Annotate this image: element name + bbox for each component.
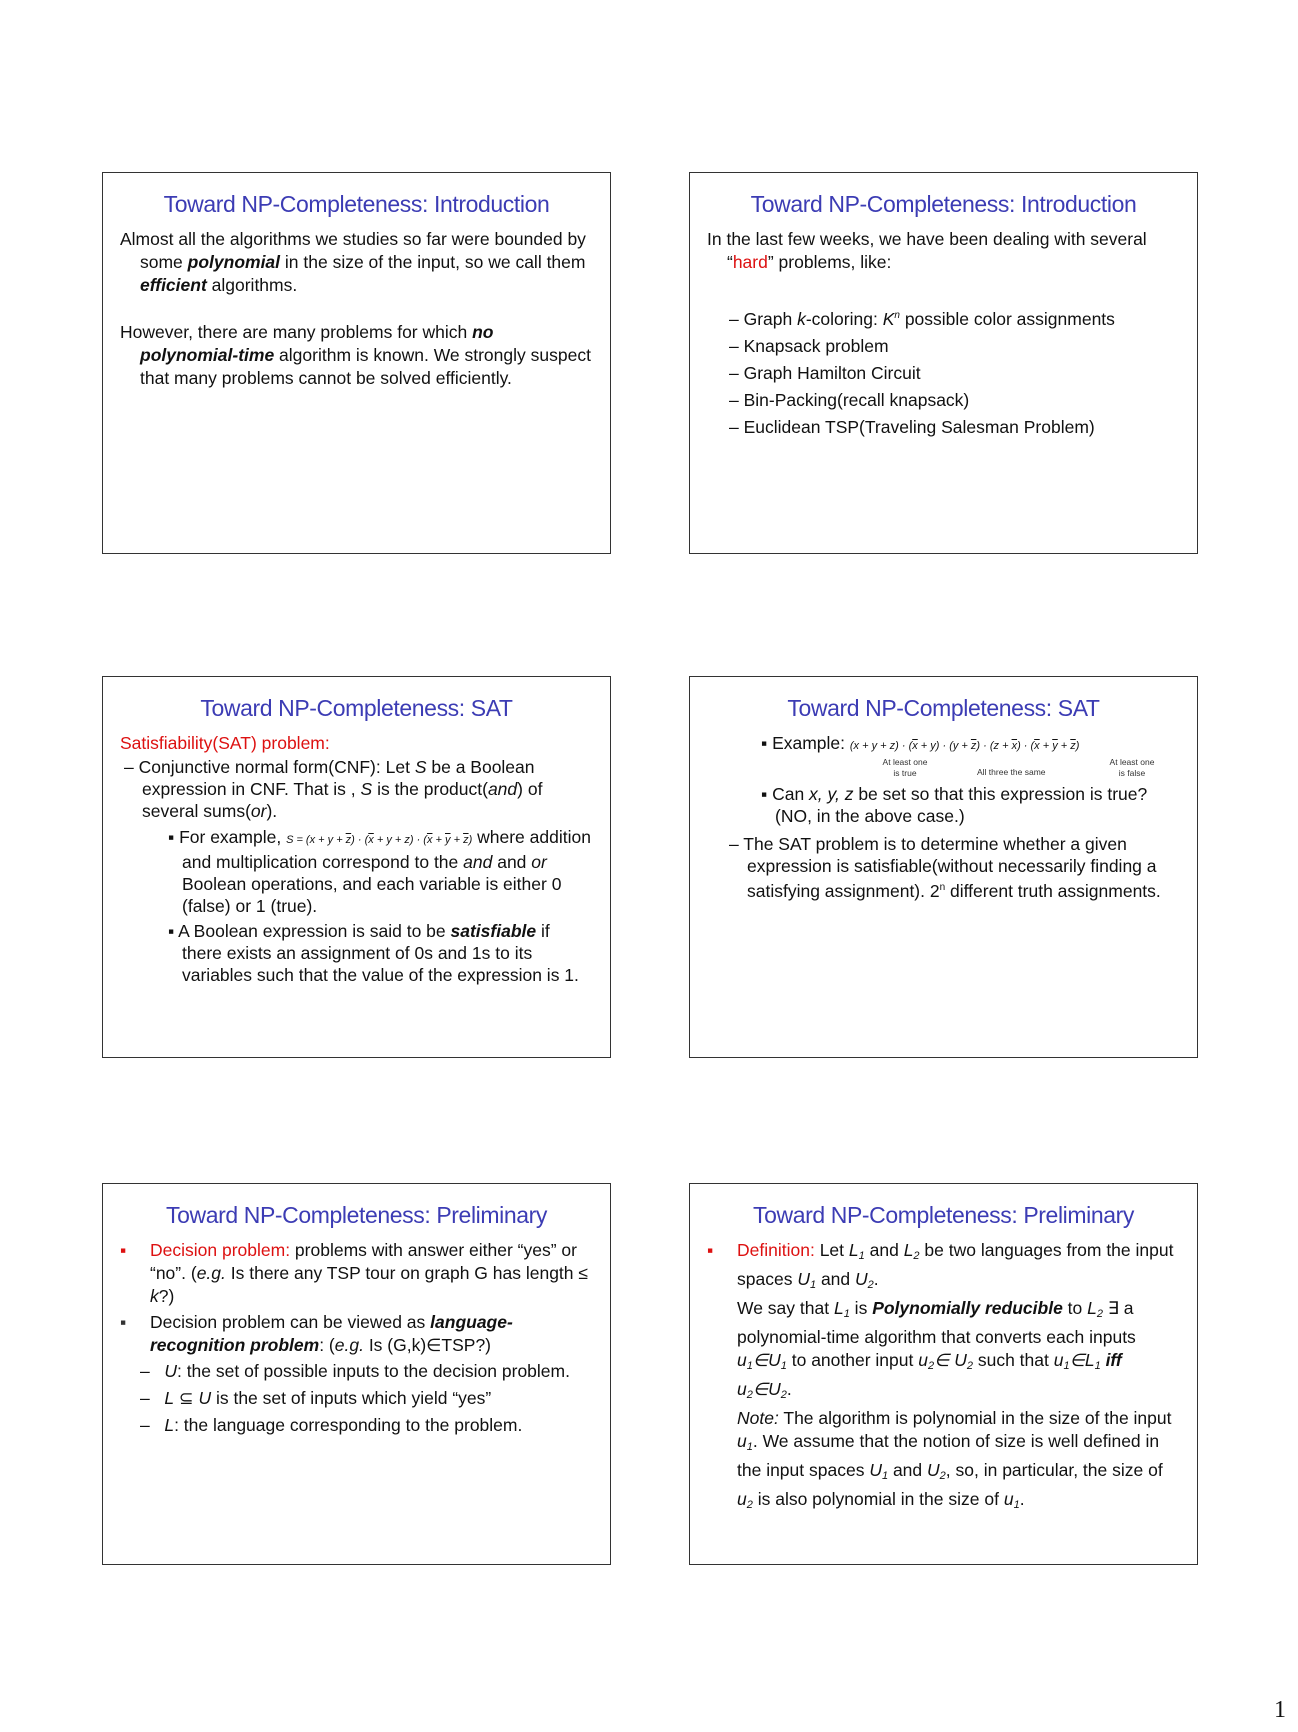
- list-item: – L: the language corresponding to the problem.: [140, 1415, 523, 1435]
- list-item: – Bin-Packing(recall knapsack): [729, 390, 970, 410]
- list-item: ▪ For example, $S = (x + y + \overline{z}) \cdot (\overline{x} + y + z) \cdot (\overline{x} + \overline{y} + \overline{z})$ where addition and multiplication correspond to the and and or Boolean operations, and each variable is either 0 (false) or 1 (true).: [168, 827, 591, 916]
- list-item: ▪ Example: $(x + y + z) \cdot (\overline{x} + y) \cdot (y + \overline{z}) \cdot (z + \overline{x}) \cdot (\overline{x} + \overline{y} + \overline{z})$: [761, 733, 1080, 753]
- paragraph: However, there are many problems for which no polynomial-time algorithm is known. We strongly suspect that many problems cannot be solved efficiently.: [120, 322, 591, 388]
- list-item: – U: the set of possible inputs to the decision problem.: [140, 1361, 570, 1381]
- slide-5: [102, 1183, 611, 1565]
- page-number: 1: [1274, 1697, 1286, 1723]
- slide-title: Toward NP-Completeness: Preliminary: [753, 1202, 1134, 1228]
- list-item: ▪ A Boolean expression is said to be satisfiable if there exists an assignment of 0s and 1s to its variables such that the value of the expression is 1.: [168, 921, 579, 985]
- slide-title: Toward NP-Completeness: SAT: [200, 695, 513, 721]
- annotation: All three the same: [977, 767, 1046, 777]
- annotation: At least one is true: [882, 757, 928, 778]
- slide-1: [102, 172, 611, 554]
- list-item: – L ⊆ U is the set of inputs which yield “yes”: [140, 1388, 492, 1408]
- list-item: – The SAT problem is to determine whether a given expression is satisfiable(without necessarily finding a satisfying assignment). 2$^n$ different truth assignments.: [729, 834, 1161, 901]
- slide-title: Toward NP-Completeness: Preliminary: [166, 1202, 547, 1228]
- slide-title: Toward NP-Completeness: SAT: [787, 695, 1100, 721]
- list-item: – Conjunctive normal form(CNF): Let S be a Boolean expression in CNF. That is , S is the product(and) of several sums(or).: [124, 757, 543, 821]
- slide-4: [689, 676, 1198, 1058]
- list-item: ▪ Decision problem can be viewed as language-recognition problem: (e.g. Is (G,k)∈TSP?): [120, 1312, 513, 1355]
- slide-title: Toward NP-Completeness: Introduction: [750, 191, 1137, 217]
- list-item: – Euclidean TSP(Traveling Salesman Problem): [729, 417, 1095, 437]
- paragraph: In the last few weeks, we have been dealing with several “hard” problems, like:: [707, 229, 1147, 272]
- list-item: ▪ Decision problem: problems with answer either “yes” or “no”. (e.g. Is there any TSP tour on graph G has length ≤ k?): [120, 1240, 588, 1306]
- formula-annotations: [707, 757, 1180, 783]
- annotation: At least one is false: [1109, 757, 1155, 778]
- slide-3: [102, 676, 611, 1058]
- list-item: – Graph k-coloring: $K^n$ possible color assignments: [729, 309, 1115, 329]
- sat-formula: $(x + y + z) \cdot (\overline{x} + y) \cdot (y + \overline{z}) \cdot (z + \overline{x}) \cdot (\overline{x} + \overline{y} + \overline{z})$: [849, 740, 1080, 752]
- list-item: – Knapsack problem: [729, 336, 889, 356]
- list-item: – Graph Hamilton Circuit: [729, 363, 921, 383]
- definition-item: ▪ Definition: Let $L_1$ and $L_2$ be two languages from the input spaces $U_1$ and $U_2$. We say that $L_1$ is Polynomially reducible to $L_2$ ∃ a polynomial-time algorithm that converts each inputs $u_1\in U_1$ to another input $u_2\in$ $U_2$ such that $u_1\in L_1$ iff $u_2\in U_2$. Note: The algorithm is polynomial in the size of the input $u_1$. We assume that the notion of size is well defined in the input spaces $U_1$ and $U_2$, so, in particular, the size of $u_2$ is also polynomial in the size of $u_1$.: [707, 1240, 1174, 1511]
- cnf-formula: $S = (x + y + \overline{z}) \cdot (\overline{x} + y + z) \cdot (\overline{x} + \overline{y} + \overline{z})$: [286, 834, 473, 846]
- list-item: ▪ Can x, y, z be set so that this expression is true? (NO, in the above case.): [761, 784, 1148, 826]
- slide-2: [689, 172, 1198, 554]
- slide-6: [689, 1183, 1198, 1565]
- section-heading: Satisfiability(SAT) problem:: [120, 733, 330, 753]
- paragraph: Almost all the algorithms we studies so far were bounded by some polynomial in the size of the input, so we call them efficient algorithms.: [120, 229, 586, 295]
- slide-title: Toward NP-Completeness: Introduction: [163, 191, 550, 217]
